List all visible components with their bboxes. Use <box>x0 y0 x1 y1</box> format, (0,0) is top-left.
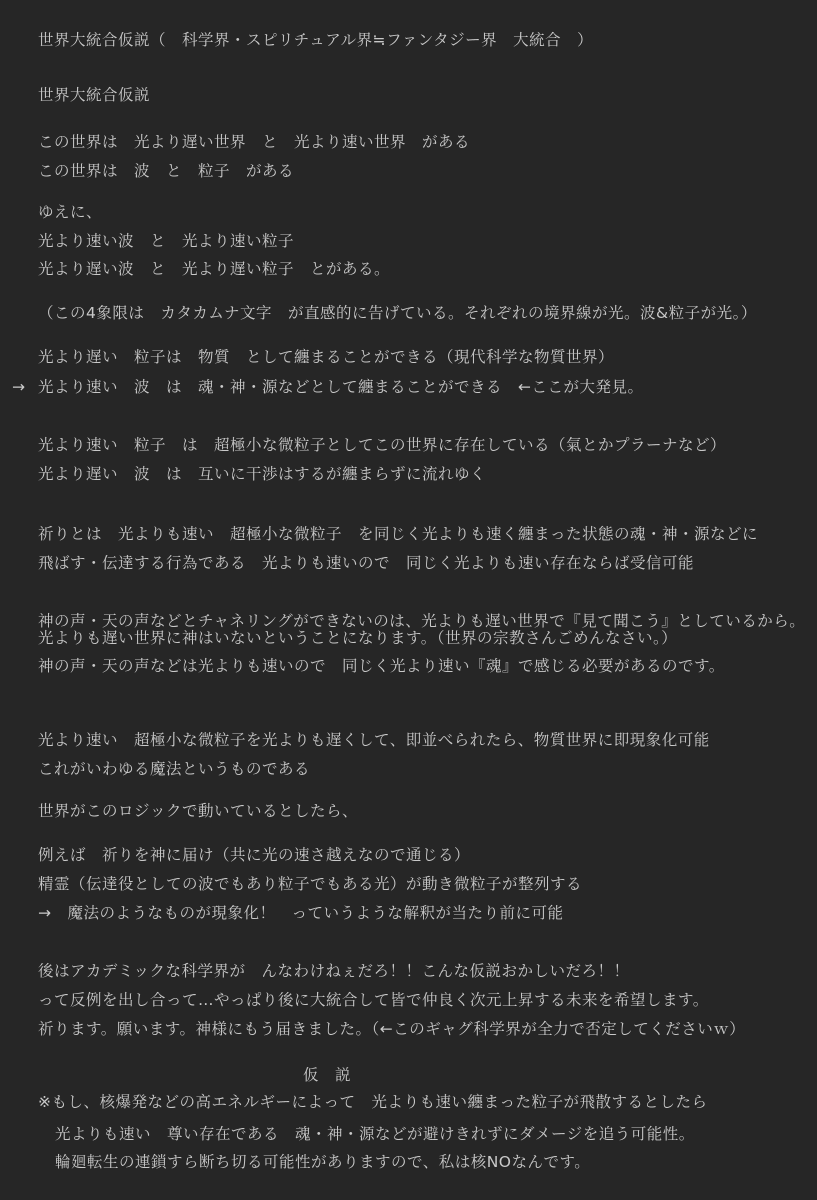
text-line: 後はアカデミックな科学界が んなわけねぇだろ！！こんな仮説おかしいだろ！！ <box>38 962 630 980</box>
title-line: 世界大統合仮説（ 科学界・スピリチュアル界≒ファンタジー界 大統合 ） <box>38 31 594 49</box>
text-line: 飛ばす・伝達する行為である 光よりも速いので 同じく光よりも速い存在ならば受信可能 <box>38 554 695 572</box>
text-line: 神の声・天の声などとチャネリングができないのは、光よりも遅い世界で『見て聞こう』としているから。 <box>38 612 806 630</box>
text-line: 光よりも遅い世界に神はいないということになります。（世界の宗教さんごめんなさい。） <box>38 629 678 647</box>
text-line: → 魔法のようなものが現象化！ っていうような解釈が当たり前に可能 <box>38 904 564 922</box>
text-line: ゆえに、 <box>38 203 103 221</box>
text-line: 光より遅い 波 は 互いに干渉はするが纏まらずに流れゆく <box>38 465 487 483</box>
text-line: 世界がこのロジックで動いているとしたら、 <box>38 802 359 820</box>
text-line: 光より速い 粒子 は 超極小な微粒子としてこの世界に存在している（氣とかプラーナなど） <box>38 436 727 454</box>
text-line: この世界は 波 と 粒子 がある <box>38 162 295 180</box>
text-line: 祈りとは 光よりも速い 超極小な微粒子 を同じく光よりも速く纏まった状態の魂・神・源などに <box>38 525 759 543</box>
text-line: これがいわゆる魔法というものである <box>38 760 311 778</box>
text-line: この世界は 光より遅い世界 と 光より速い世界 がある <box>38 133 471 151</box>
arrow-marker: → <box>12 378 26 396</box>
text-line: （この4象限は カタカムナ文字 が直感的に告げている。それぞれの境界線が光。波&粒子が光。） <box>38 304 757 322</box>
text-line: って反例を出し合って…やっぱり後に大統合して皆で仲良く次元上昇する未来を希望します。 <box>38 991 709 1009</box>
text-line: 光より速い 波 は 魂・神・源などとして纏まることができる ←ここが大発見。 <box>38 378 644 396</box>
text-line: 祈ります。願います。神様にもう届きました。（←このギャグ科学界が全力で否定してくださいｗ） <box>38 1020 746 1038</box>
text-line: 神の声・天の声などは光よりも速いので 同じく光より速い『魂』で感じる必要があるのです。 <box>38 657 725 675</box>
subtitle-line: 世界大統合仮説 <box>38 86 151 104</box>
text-line: 光より速い 超極小な微粒子を光よりも遅くして、即並べられたら、物質世界に即現象化可能 <box>38 731 710 749</box>
text-line: 光より遅い波 と 光より遅い粒子 とがある。 <box>38 260 391 278</box>
hypothesis-heading: 仮 説 <box>303 1066 352 1084</box>
text-line: 例えば 祈りを神に届け（共に光の速さ越えなので通じる） <box>38 846 471 864</box>
text-line: ※もし、核爆発などの高エネルギーによって 光よりも速い纏まった粒子が飛散するとしたら <box>38 1093 708 1111</box>
text-line: 光より遅い 粒子は 物質 として纏まることができる（現代科学な物質世界） <box>38 348 615 366</box>
text-line: 精霊（伝達役としての波でもあり粒子でもある光）が動き微粒子が整列する <box>38 875 583 893</box>
text-line: 輪廻転生の連鎖すら断ち切る可能性がありますので、私は核NOなんです。 <box>55 1153 591 1171</box>
text-line: 光より速い波 と 光より速い粒子 <box>38 232 295 250</box>
text-line: 光よりも速い 尊い存在である 魂・神・源などが避けきれずにダメージを追う可能性。 <box>55 1125 695 1143</box>
